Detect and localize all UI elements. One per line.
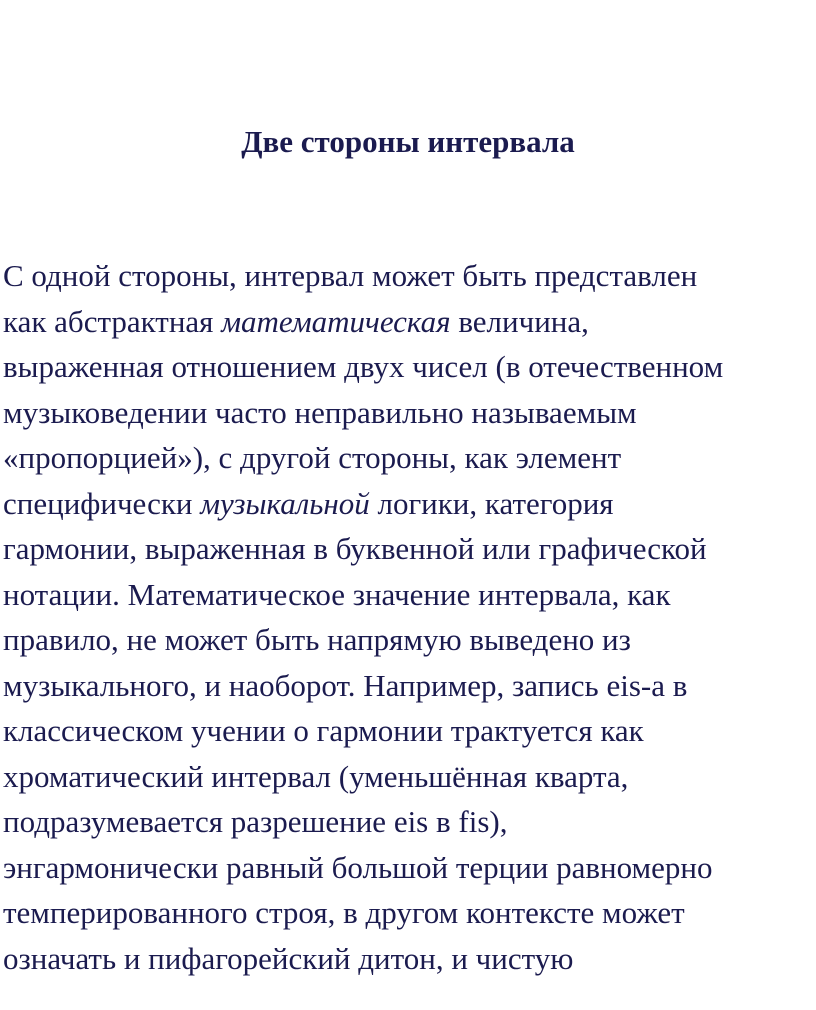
text-line: хроматический интервал (уменьшённая кварта,	[3, 758, 629, 794]
text-line: гармонии, выраженная в буквенной или графической	[3, 531, 707, 566]
text-line: специфически музыкальной логики, категория	[3, 485, 614, 521]
text-line: как абстрактная математическая величина,	[3, 303, 589, 339]
text-line: энгармонически равный большой терции равномерно	[3, 849, 713, 885]
text-line: означать и пифагорейский дитон, и чистую	[3, 940, 574, 976]
text-line: правило, не может быть напрямую выведено из	[3, 622, 631, 657]
body-paragraph	[3, 253, 816, 981]
emphasis-text: музыкальной	[200, 485, 370, 521]
document-title: Две стороны интервала	[241, 124, 575, 159]
text-line: «пропорцией»), с другой стороны, как элемент	[3, 440, 622, 475]
text-line: темперированного строя, в другом контексте может	[3, 895, 685, 930]
text-line: классическом учении о гармонии трактуется как	[3, 713, 644, 748]
text-line: музыкального, и наоборот. Например, запись eis-a в	[3, 667, 688, 703]
text-line: выраженная отношением двух чисел (в отечественном	[3, 349, 724, 384]
text-line: подразумевается разрешение eis в fis),	[3, 804, 508, 839]
text-line: С одной стороны, интервал может быть представлен	[3, 258, 698, 293]
text-line: нотации. Математическое значение интервала, как	[3, 576, 671, 612]
emphasis-text: математическая	[221, 303, 451, 339]
text-line: музыковедении часто неправильно называемым	[3, 394, 637, 430]
